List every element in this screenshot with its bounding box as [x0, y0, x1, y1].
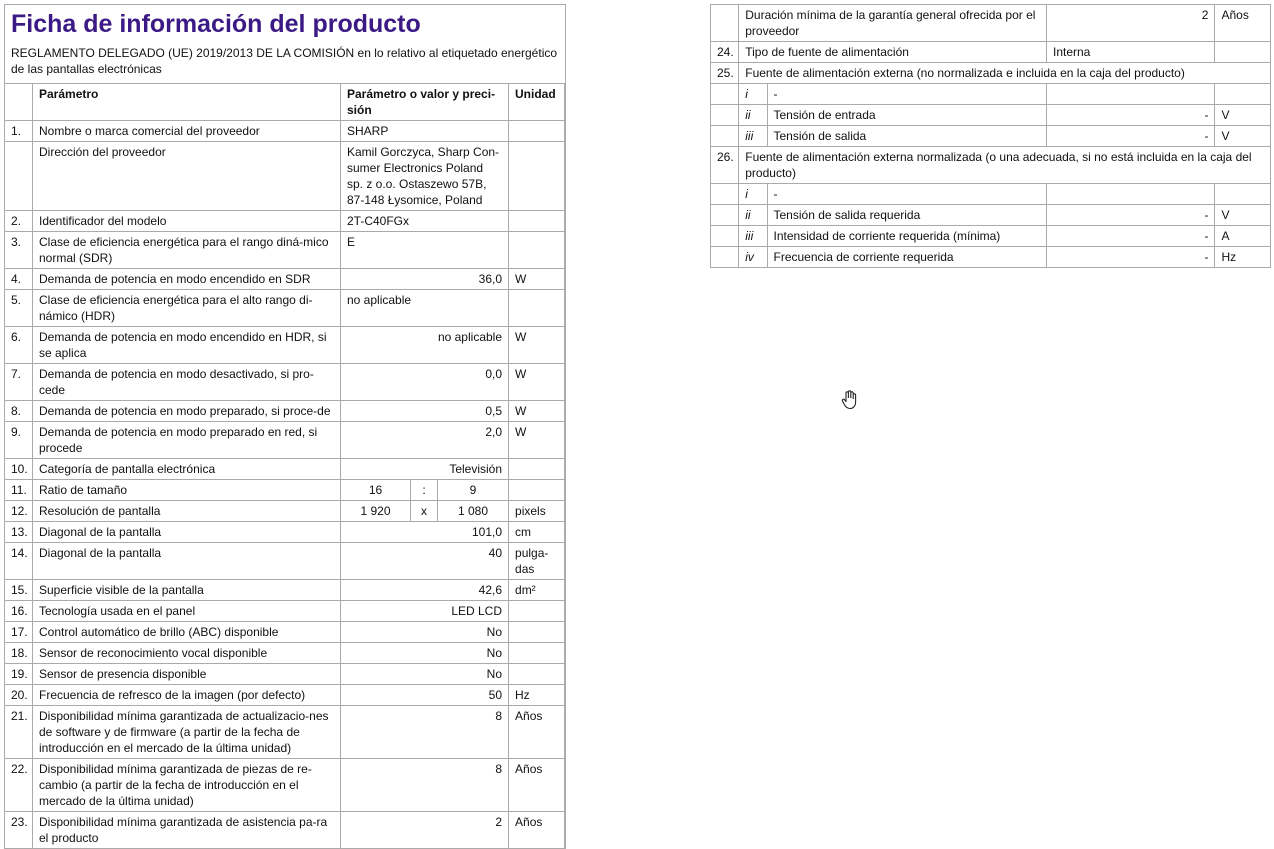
- row-parameter: Clase de eficiencia energética para el alto rango di-námico (HDR): [33, 290, 341, 327]
- row-value: 0,5: [341, 401, 509, 422]
- row-parameter: Superficie visible de la pantalla: [33, 580, 341, 601]
- row-unit: cm: [509, 522, 565, 543]
- row-number: 11.: [5, 480, 33, 501]
- sub-parameter: Frecuencia de corriente requerida: [767, 247, 1046, 268]
- resolution-separator: x: [411, 501, 438, 522]
- table-row: [5, 422, 565, 459]
- sub-value: [1046, 184, 1215, 205]
- row-unit: [509, 664, 565, 685]
- sub-value: [1046, 84, 1215, 105]
- row-unit: dm²: [509, 580, 565, 601]
- row-parameter: Demanda de potencia en modo preparado en red, si procede: [33, 422, 341, 459]
- row-number: 20.: [5, 685, 33, 706]
- row-unit: Años: [509, 706, 565, 759]
- table-row: [5, 759, 565, 812]
- row-parameter: Demanda de potencia en modo encendido en SDR: [33, 269, 341, 290]
- table-row: [5, 706, 565, 759]
- row-parameter: Identificador del modelo: [33, 211, 341, 232]
- table-row: [5, 211, 565, 232]
- sub-unit: Hz: [1215, 247, 1271, 268]
- row-number: 6.: [5, 327, 33, 364]
- table-row: [711, 42, 1271, 63]
- row-parameter: Frecuencia de refresco de la imagen (por defecto): [33, 685, 341, 706]
- sub-parameter: -: [767, 84, 1046, 105]
- row-unit: Años: [509, 812, 565, 849]
- sub-unit: A: [1215, 226, 1271, 247]
- row-parameter: Diagonal de la pantalla: [33, 543, 341, 580]
- row-number: [5, 142, 33, 211]
- header-value: Parámetro o valor y preci-sión: [341, 84, 509, 121]
- row-parameter: Clase de eficiencia energética para el rango diná-mico normal (SDR): [33, 232, 341, 269]
- row-unit: [509, 121, 565, 142]
- table-row: [5, 459, 565, 480]
- sub-row: [711, 226, 1271, 247]
- row-value: 8: [341, 706, 509, 759]
- row-parameter: Demanda de potencia en modo desactivado, si pro-cede: [33, 364, 341, 401]
- row-value: SHARP: [341, 121, 509, 142]
- sub-parameter: -: [767, 184, 1046, 205]
- sub-row: [711, 84, 1271, 105]
- row-unit: [509, 480, 565, 501]
- sub-index: iii: [739, 126, 767, 147]
- row-number: 7.: [5, 364, 33, 401]
- row-unit: Años: [509, 759, 565, 812]
- sub-row: [711, 247, 1271, 268]
- page-subtitle: REGLAMENTO DELEGADO (UE) 2019/2013 DE LA COMISIÓN en lo relativo al etiquetado energético de las pantallas electrónicas: [11, 46, 558, 76]
- sub-index: iii: [739, 226, 767, 247]
- sub-row: [711, 126, 1271, 147]
- row-unit: pixels: [509, 501, 565, 522]
- row-unit: Años: [1215, 5, 1271, 42]
- table-row: [711, 147, 1271, 184]
- table-row: [5, 643, 565, 664]
- row-unit: [509, 601, 565, 622]
- row-number: 1.: [5, 121, 33, 142]
- row-number: [711, 5, 739, 42]
- row-number: 21.: [5, 706, 33, 759]
- row-number: 3.: [5, 232, 33, 269]
- row-parameter: Disponibilidad mínima garantizada de actualizacio-nes de software y de firmware (a partir de la fecha de introducción en el mercado de la última unidad): [33, 706, 341, 759]
- row-value: Interna: [1046, 42, 1215, 63]
- row-number: [711, 84, 739, 105]
- sub-index: i: [739, 84, 767, 105]
- row-unit: [509, 290, 565, 327]
- table-row: [5, 622, 565, 643]
- sub-index: ii: [739, 105, 767, 126]
- hand-cursor-icon: [840, 390, 858, 410]
- row-parameter: Demanda de potencia en modo preparado, si proce-de: [33, 401, 341, 422]
- row-parameter: Dirección del proveedor: [33, 142, 341, 211]
- row-number: [711, 205, 739, 226]
- row-number: 22.: [5, 759, 33, 812]
- table-row: [5, 685, 565, 706]
- row-parameter: Diagonal de la pantalla: [33, 522, 341, 543]
- row-number: [711, 226, 739, 247]
- sub-parameter: Intensidad de corriente requerida (mínima): [767, 226, 1046, 247]
- row-value: 0,0: [341, 364, 509, 401]
- row-unit: W: [509, 422, 565, 459]
- row-value: Televisión: [341, 459, 509, 480]
- row-parameter: Categoría de pantalla electrónica: [33, 459, 341, 480]
- row-unit: [509, 142, 565, 211]
- row-number: 14.: [5, 543, 33, 580]
- row-number: [711, 126, 739, 147]
- row-value: no aplicable: [341, 290, 509, 327]
- row-parameter: Sensor de reconocimiento vocal disponible: [33, 643, 341, 664]
- row-value: 40: [341, 543, 509, 580]
- row-parameter: Fuente de alimentación externa normalizada (o una adecuada, si no está incluida en la caja del producto): [739, 147, 1271, 184]
- row-value: 8: [341, 759, 509, 812]
- sub-unit: V: [1215, 105, 1271, 126]
- header-number: [5, 84, 33, 121]
- row-value: LED LCD: [341, 601, 509, 622]
- row-number: 24.: [711, 42, 739, 63]
- ratio-separator: :: [411, 480, 438, 501]
- row-value: No: [341, 664, 509, 685]
- row-number: 15.: [5, 580, 33, 601]
- row-value: No: [341, 643, 509, 664]
- row-value: 42,6: [341, 580, 509, 601]
- table-row: [711, 5, 1271, 42]
- ratio-width: 16: [341, 480, 411, 501]
- row-unit: [509, 211, 565, 232]
- row-unit: Hz: [509, 685, 565, 706]
- sub-unit: [1215, 84, 1271, 105]
- row-number: 2.: [5, 211, 33, 232]
- row-value: Kamil Gorczyca, Sharp Con-sumer Electronics Poland sp. z o.o. Ostaszewo 57B, 87-148 Łysomice, Poland: [341, 142, 509, 211]
- sheet-header: [5, 5, 565, 84]
- resolution-height: 1 080: [438, 501, 509, 522]
- table-row: [5, 327, 565, 364]
- sub-index: iv: [739, 247, 767, 268]
- row-number: 17.: [5, 622, 33, 643]
- row-number: 23.: [5, 812, 33, 849]
- row-number: 25.: [711, 63, 739, 84]
- table-row: [5, 142, 565, 211]
- table-row: [5, 364, 565, 401]
- row-number: [711, 247, 739, 268]
- table-row: [5, 601, 565, 622]
- row-number: [711, 105, 739, 126]
- row-parameter: Control automático de brillo (ABC) disponible: [33, 622, 341, 643]
- row-parameter: Sensor de presencia disponible: [33, 664, 341, 685]
- row-parameter: Resolución de pantalla: [33, 501, 341, 522]
- row-value: E: [341, 232, 509, 269]
- sub-parameter: Tensión de entrada: [767, 105, 1046, 126]
- header-parameter: Parámetro: [33, 84, 341, 121]
- row-number: 8.: [5, 401, 33, 422]
- row-unit: W: [509, 327, 565, 364]
- table-row: [5, 121, 565, 142]
- row-unit: [509, 622, 565, 643]
- table-row: [711, 63, 1271, 84]
- row-number: 19.: [5, 664, 33, 685]
- table-row: [5, 580, 565, 601]
- ratio-height: 9: [438, 480, 509, 501]
- row-number: 5.: [5, 290, 33, 327]
- row-value: 2: [341, 812, 509, 849]
- row-unit: [509, 232, 565, 269]
- row-value: no aplicable: [341, 327, 509, 364]
- row-value: 2: [1046, 5, 1215, 42]
- sub-value: -: [1046, 226, 1215, 247]
- sub-row: [711, 105, 1271, 126]
- table-header-row: [5, 84, 565, 121]
- sub-parameter: Tensión de salida requerida: [767, 205, 1046, 226]
- table-row: [5, 290, 565, 327]
- sub-value: -: [1046, 126, 1215, 147]
- row-unit: pulga-das: [509, 543, 565, 580]
- row-number: 26.: [711, 147, 739, 184]
- row-value: 2,0: [341, 422, 509, 459]
- table-row: [5, 269, 565, 290]
- sub-index: ii: [739, 205, 767, 226]
- header-unit: Unidad: [509, 84, 565, 121]
- row-parameter: Duración mínima de la garantía general ofrecida por el proveedor: [739, 5, 1047, 42]
- table-row: [5, 232, 565, 269]
- sub-row: [711, 184, 1271, 205]
- row-unit: W: [509, 269, 565, 290]
- table-row: [5, 480, 565, 501]
- sub-value: -: [1046, 205, 1215, 226]
- page-title: Ficha de información del producto: [11, 10, 421, 38]
- product-info-sheet: [4, 4, 566, 849]
- parameters-table: [4, 83, 565, 849]
- table-row: [5, 401, 565, 422]
- sub-value: -: [1046, 105, 1215, 126]
- row-value: 36,0: [341, 269, 509, 290]
- row-parameter: Fuente de alimentación externa (no normalizada e incluida en la caja del producto): [739, 63, 1271, 84]
- row-unit: W: [509, 401, 565, 422]
- sub-unit: V: [1215, 126, 1271, 147]
- sub-parameter: Tensión de salida: [767, 126, 1046, 147]
- table-row: [5, 501, 565, 522]
- row-parameter: Ratio de tamaño: [33, 480, 341, 501]
- sub-unit: V: [1215, 205, 1271, 226]
- row-number: 16.: [5, 601, 33, 622]
- row-value: 101,0: [341, 522, 509, 543]
- table-row: [5, 664, 565, 685]
- row-unit: [1215, 42, 1271, 63]
- row-parameter: Disponibilidad mínima garantizada de asistencia pa-ra el producto: [33, 812, 341, 849]
- row-unit: [509, 643, 565, 664]
- row-value: No: [341, 622, 509, 643]
- row-value: 50: [341, 685, 509, 706]
- resolution-width: 1 920: [341, 501, 411, 522]
- sub-unit: [1215, 184, 1271, 205]
- sub-index: i: [739, 184, 767, 205]
- row-parameter: Tipo de fuente de alimentación: [739, 42, 1047, 63]
- row-value: 2T-C40FGx: [341, 211, 509, 232]
- sub-value: -: [1046, 247, 1215, 268]
- row-unit: W: [509, 364, 565, 401]
- row-number: [711, 184, 739, 205]
- row-number: 12.: [5, 501, 33, 522]
- row-number: 13.: [5, 522, 33, 543]
- sub-row: [711, 205, 1271, 226]
- row-number: 9.: [5, 422, 33, 459]
- row-number: 4.: [5, 269, 33, 290]
- power-supply-table: [710, 4, 1271, 268]
- row-unit: [509, 459, 565, 480]
- table-row: [5, 543, 565, 580]
- row-number: 10.: [5, 459, 33, 480]
- row-parameter: Disponibilidad mínima garantizada de piezas de re-cambio (a partir de la fecha de introducción en el mercado de la última unidad): [33, 759, 341, 812]
- table-row: [5, 812, 565, 849]
- row-parameter: Tecnología usada en el panel: [33, 601, 341, 622]
- row-parameter: Nombre o marca comercial del proveedor: [33, 121, 341, 142]
- row-number: 18.: [5, 643, 33, 664]
- row-parameter: Demanda de potencia en modo encendido en HDR, si se aplica: [33, 327, 341, 364]
- table-row: [5, 522, 565, 543]
